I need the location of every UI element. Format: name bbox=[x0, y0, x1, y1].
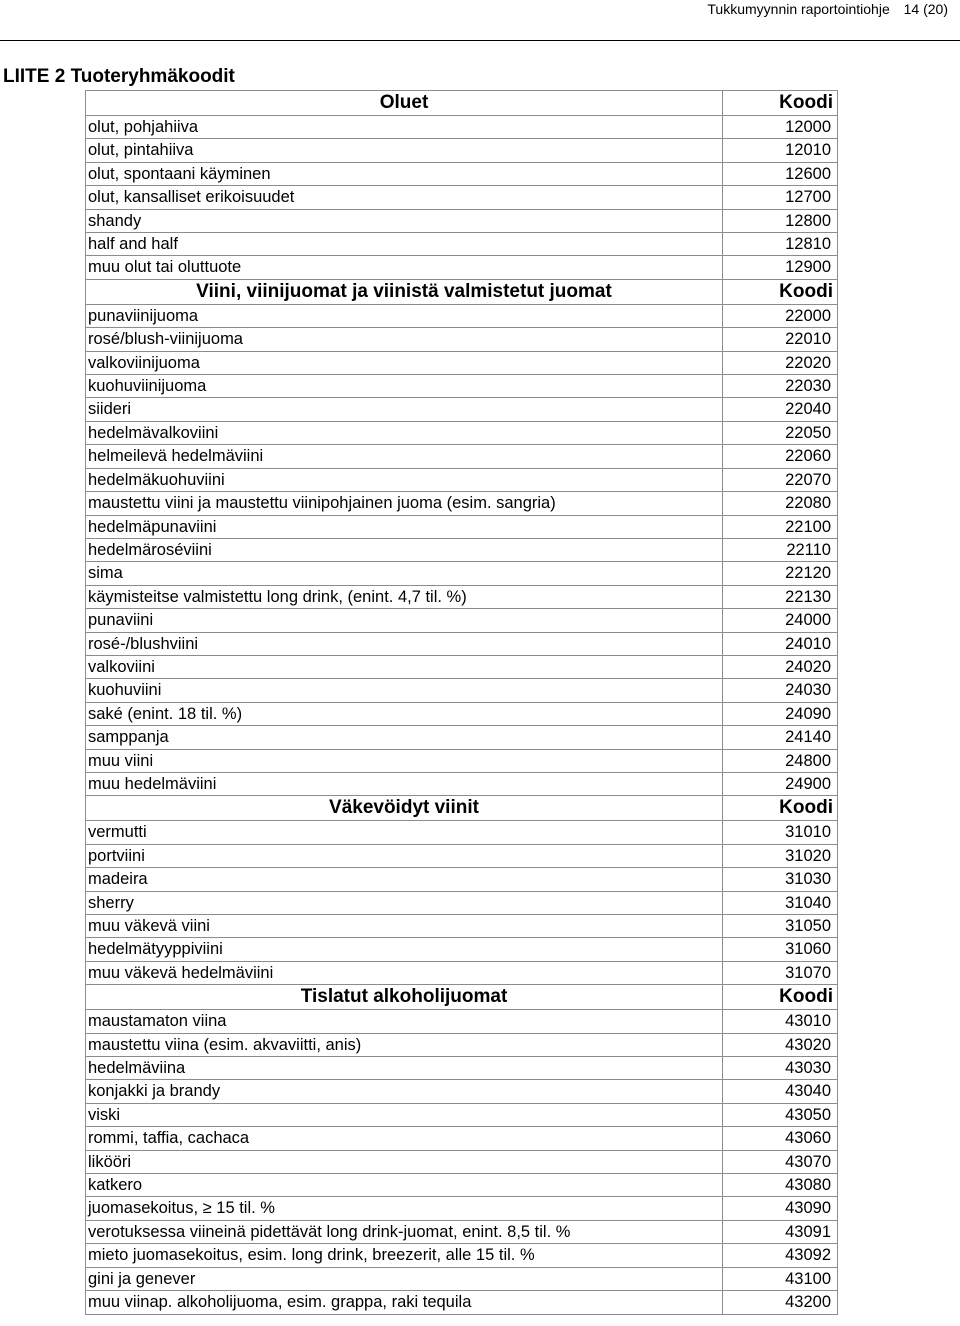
product-group-name: shandy bbox=[86, 209, 723, 232]
table-row bbox=[86, 233, 838, 256]
product-group-name: verotuksessa viineinä pidettävät long drink-juomat, enint. 8,5 til. % bbox=[86, 1220, 723, 1243]
product-group-code: 22080 bbox=[723, 492, 838, 515]
product-group-code: 24010 bbox=[723, 632, 838, 655]
codes-table bbox=[85, 90, 838, 1315]
product-group-name: sherry bbox=[86, 891, 723, 914]
product-group-name: hedelmäroséviini bbox=[86, 538, 723, 561]
product-group-code: 43090 bbox=[723, 1197, 838, 1220]
section-header bbox=[86, 91, 838, 116]
table-row bbox=[86, 844, 838, 867]
table-row bbox=[86, 139, 838, 162]
product-group-code: 22000 bbox=[723, 304, 838, 327]
table-row bbox=[86, 821, 838, 844]
table-row bbox=[86, 209, 838, 232]
product-group-name: samppanja bbox=[86, 726, 723, 749]
product-group-code: 24030 bbox=[723, 679, 838, 702]
table-row bbox=[86, 492, 838, 515]
product-group-code: 43100 bbox=[723, 1267, 838, 1290]
product-group-name: hedelmävalkoviini bbox=[86, 421, 723, 444]
table-row bbox=[86, 1103, 838, 1126]
product-group-code: 43050 bbox=[723, 1103, 838, 1126]
product-group-code: 43020 bbox=[723, 1033, 838, 1056]
table-row bbox=[86, 655, 838, 678]
product-group-name: maustettu viini ja maustettu viinipohjainen juoma (esim. sangria) bbox=[86, 492, 723, 515]
table-row bbox=[86, 1174, 838, 1197]
table-row bbox=[86, 679, 838, 702]
product-group-name: viski bbox=[86, 1103, 723, 1126]
table-row bbox=[86, 515, 838, 538]
table-row bbox=[86, 1010, 838, 1033]
product-group-name: madeira bbox=[86, 868, 723, 891]
product-group-name: saké (enint. 18 til. %) bbox=[86, 702, 723, 725]
table-row bbox=[86, 749, 838, 772]
product-group-name: kuohuviinijuoma bbox=[86, 375, 723, 398]
table-row bbox=[86, 868, 838, 891]
product-group-code: 31040 bbox=[723, 891, 838, 914]
table-row bbox=[86, 304, 838, 327]
code-column-header: Koodi bbox=[723, 796, 838, 821]
product-group-code: 12700 bbox=[723, 186, 838, 209]
product-group-code: 22010 bbox=[723, 328, 838, 351]
product-group-code: 43080 bbox=[723, 1174, 838, 1197]
product-group-code: 43010 bbox=[723, 1010, 838, 1033]
table-row bbox=[86, 1291, 838, 1314]
product-group-codes bbox=[85, 90, 837, 1315]
product-group-code: 12000 bbox=[723, 116, 838, 139]
product-group-code: 43040 bbox=[723, 1080, 838, 1103]
product-group-name: olut, spontaani käyminen bbox=[86, 162, 723, 185]
product-group-code: 12010 bbox=[723, 139, 838, 162]
table-row bbox=[86, 468, 838, 491]
table-row bbox=[86, 726, 838, 749]
product-group-name: muu hedelmäviini bbox=[86, 772, 723, 795]
code-column-header: Koodi bbox=[723, 985, 838, 1010]
product-group-name: gini ja genever bbox=[86, 1267, 723, 1290]
product-group-name: mieto juomasekoitus, esim. long drink, breezerit, alle 15 til. % bbox=[86, 1244, 723, 1267]
product-group-code: 31020 bbox=[723, 844, 838, 867]
product-group-name: hedelmätyyppiviini bbox=[86, 938, 723, 961]
product-group-code: 22120 bbox=[723, 562, 838, 585]
product-group-code: 22110 bbox=[723, 538, 838, 561]
product-group-code: 43091 bbox=[723, 1220, 838, 1243]
product-group-code: 22020 bbox=[723, 351, 838, 374]
section-title: Oluet bbox=[86, 91, 723, 116]
product-group-code: 43030 bbox=[723, 1057, 838, 1080]
product-group-name: vermutti bbox=[86, 821, 723, 844]
product-group-code: 43092 bbox=[723, 1244, 838, 1267]
product-group-code: 31070 bbox=[723, 961, 838, 984]
product-group-name: punaviinijuoma bbox=[86, 304, 723, 327]
product-group-name: valkoviinijuoma bbox=[86, 351, 723, 374]
header-divider bbox=[0, 40, 960, 41]
product-group-code: 24140 bbox=[723, 726, 838, 749]
product-group-name: valkoviini bbox=[86, 655, 723, 678]
table-row bbox=[86, 1197, 838, 1220]
product-group-name: maustamaton viina bbox=[86, 1010, 723, 1033]
section-header bbox=[86, 796, 838, 821]
product-group-code: 24000 bbox=[723, 609, 838, 632]
section-header bbox=[86, 279, 838, 304]
product-group-code: 22070 bbox=[723, 468, 838, 491]
product-group-name: käymisteitse valmistettu long drink, (enint. 4,7 til. %) bbox=[86, 585, 723, 608]
product-group-code: 24900 bbox=[723, 772, 838, 795]
table-row bbox=[86, 256, 838, 279]
product-group-code: 43200 bbox=[723, 1291, 838, 1314]
product-group-name: hedelmäkuohuviini bbox=[86, 468, 723, 491]
product-group-name: punaviini bbox=[86, 609, 723, 632]
product-group-code: 31010 bbox=[723, 821, 838, 844]
section-title: Viini, viinijuomat ja viinistä valmistetut juomat bbox=[86, 279, 723, 304]
table-row bbox=[86, 1244, 838, 1267]
product-group-name: likööri bbox=[86, 1150, 723, 1173]
product-group-name: rommi, taffia, cachaca bbox=[86, 1127, 723, 1150]
product-group-name: sima bbox=[86, 562, 723, 585]
product-group-code: 12800 bbox=[723, 209, 838, 232]
product-group-name: muu väkevä hedelmäviini bbox=[86, 961, 723, 984]
product-group-name: olut, kansalliset erikoisuudet bbox=[86, 186, 723, 209]
appendix-title: LIITE 2 Tuoteryhmäkoodit bbox=[3, 66, 235, 87]
table-row bbox=[86, 351, 838, 374]
product-group-name: hedelmäviina bbox=[86, 1057, 723, 1080]
table-row bbox=[86, 116, 838, 139]
table-row bbox=[86, 585, 838, 608]
product-group-code: 12900 bbox=[723, 256, 838, 279]
product-group-name: kuohuviini bbox=[86, 679, 723, 702]
section-title: Väkevöidyt viinit bbox=[86, 796, 723, 821]
table-row bbox=[86, 398, 838, 421]
page-header bbox=[697, 1, 948, 17]
product-group-code: 12810 bbox=[723, 233, 838, 256]
product-group-name: hedelmäpunaviini bbox=[86, 515, 723, 538]
table-row bbox=[86, 891, 838, 914]
product-group-name: maustettu viina (esim. akvaviitti, anis) bbox=[86, 1033, 723, 1056]
code-column-header: Koodi bbox=[723, 91, 838, 116]
product-group-code: 22100 bbox=[723, 515, 838, 538]
product-group-name: olut, pintahiiva bbox=[86, 139, 723, 162]
table-row bbox=[86, 1080, 838, 1103]
product-group-code: 31030 bbox=[723, 868, 838, 891]
product-group-code: 24020 bbox=[723, 655, 838, 678]
page-number: 14 (20) bbox=[903, 1, 948, 17]
table-row bbox=[86, 328, 838, 351]
product-group-name: juomasekoitus, ≥ 15 til. % bbox=[86, 1197, 723, 1220]
table-row bbox=[86, 445, 838, 468]
table-row bbox=[86, 1057, 838, 1080]
product-group-code: 22040 bbox=[723, 398, 838, 421]
product-group-name: rosé-/blushviini bbox=[86, 632, 723, 655]
section-header bbox=[86, 985, 838, 1010]
table-row bbox=[86, 186, 838, 209]
product-group-code: 31050 bbox=[723, 915, 838, 938]
table-row bbox=[86, 1033, 838, 1056]
table-row bbox=[86, 772, 838, 795]
product-group-name: helmeilevä hedelmäviini bbox=[86, 445, 723, 468]
product-group-name: portviini bbox=[86, 844, 723, 867]
section-title: Tislatut alkoholijuomat bbox=[86, 985, 723, 1010]
table-row bbox=[86, 609, 838, 632]
table-row bbox=[86, 938, 838, 961]
table-row bbox=[86, 632, 838, 655]
table-row bbox=[86, 961, 838, 984]
table-row bbox=[86, 1220, 838, 1243]
product-group-name: olut, pohjahiiva bbox=[86, 116, 723, 139]
product-group-name: muu viini bbox=[86, 749, 723, 772]
product-group-name: half and half bbox=[86, 233, 723, 256]
product-group-name: katkero bbox=[86, 1174, 723, 1197]
table-row bbox=[86, 538, 838, 561]
table-row bbox=[86, 375, 838, 398]
product-group-code: 31060 bbox=[723, 938, 838, 961]
product-group-code: 22130 bbox=[723, 585, 838, 608]
product-group-code: 43070 bbox=[723, 1150, 838, 1173]
product-group-name: muu viinap. alkoholijuoma, esim. grappa, raki tequila bbox=[86, 1291, 723, 1314]
table-row bbox=[86, 1267, 838, 1290]
document-title: Tukkumyynnin raportointiohje bbox=[707, 1, 890, 17]
table-row bbox=[86, 915, 838, 938]
product-group-code: 24800 bbox=[723, 749, 838, 772]
product-group-code: 22030 bbox=[723, 375, 838, 398]
product-group-name: muu olut tai oluttuote bbox=[86, 256, 723, 279]
product-group-code: 22050 bbox=[723, 421, 838, 444]
code-column-header: Koodi bbox=[723, 279, 838, 304]
table-row bbox=[86, 162, 838, 185]
table-row bbox=[86, 421, 838, 444]
product-group-name: konjakki ja brandy bbox=[86, 1080, 723, 1103]
table-row bbox=[86, 1150, 838, 1173]
product-group-name: muu väkevä viini bbox=[86, 915, 723, 938]
product-group-name: siideri bbox=[86, 398, 723, 421]
table-row bbox=[86, 562, 838, 585]
product-group-name: rosé/blush-viinijuoma bbox=[86, 328, 723, 351]
table-row bbox=[86, 1127, 838, 1150]
product-group-code: 24090 bbox=[723, 702, 838, 725]
table-row bbox=[86, 702, 838, 725]
product-group-code: 12600 bbox=[723, 162, 838, 185]
product-group-code: 43060 bbox=[723, 1127, 838, 1150]
product-group-code: 22060 bbox=[723, 445, 838, 468]
